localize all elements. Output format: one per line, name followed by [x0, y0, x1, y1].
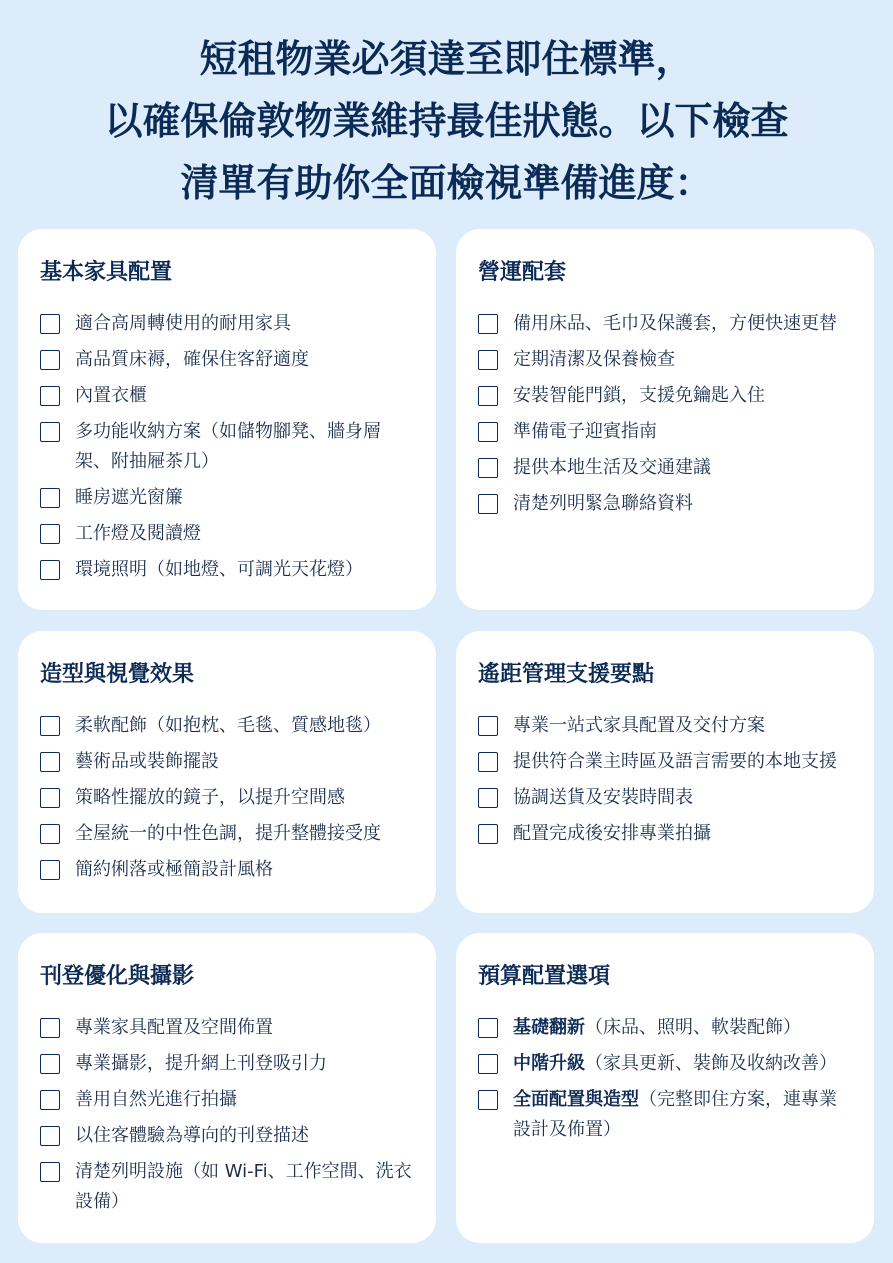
checkbox[interactable] — [478, 752, 498, 772]
headline-line-1: 短租物業必須達至即住標準， — [199, 37, 694, 81]
option-detail: （完整即住方案，連專業設計及佈置） — [513, 1089, 837, 1140]
checklist-item-text: 以住客體驗為導向的刊登描述 — [75, 1125, 309, 1146]
option-name: 中階升級 — [513, 1053, 585, 1074]
checklist-item — [40, 747, 414, 777]
checklist-item — [40, 417, 414, 477]
checkbox[interactable] — [40, 1126, 60, 1146]
checkbox[interactable] — [478, 824, 498, 844]
checklist-item-text: 專業攝影，提升網上刊登吸引力 — [75, 1053, 327, 1074]
checklist-item-text: 清楚列明設施（如 Wi-Fi、工作空間、洗衣設備） — [75, 1161, 412, 1212]
checkbox[interactable] — [478, 494, 498, 514]
checkbox[interactable] — [40, 488, 60, 508]
checkbox[interactable] — [478, 386, 498, 406]
checklist-item-text: 協調送貨及安裝時間表 — [513, 787, 693, 808]
checkbox[interactable] — [40, 1054, 60, 1074]
checkbox[interactable] — [40, 824, 60, 844]
checklist-item — [478, 1013, 852, 1043]
headline-line-2: 以確保倫敦物業維持最佳狀態。以下檢查 — [104, 99, 789, 143]
checklist-item — [478, 489, 852, 519]
card-title: 基本家具配置 — [40, 260, 173, 285]
checklist-item — [40, 309, 414, 339]
checkbox[interactable] — [478, 458, 498, 478]
option-name: 全面配置與造型 — [513, 1089, 639, 1110]
checkbox[interactable] — [40, 1090, 60, 1110]
checklist-item — [478, 453, 852, 483]
card-basic-furniture — [18, 229, 436, 610]
checklist-item-text: 高品質床褥，確保住客舒適度 — [75, 349, 309, 370]
checklist-item — [478, 711, 852, 741]
checklist-item-text: 提供符合業主時區及語言需要的本地支援 — [513, 751, 837, 772]
checkbox[interactable] — [40, 716, 60, 736]
checkbox[interactable] — [40, 752, 60, 772]
checkbox[interactable] — [40, 524, 60, 544]
checklist-item-text: 工作燈及閱讀燈 — [75, 523, 201, 544]
checklist-item — [478, 1049, 852, 1079]
checkbox[interactable] — [478, 314, 498, 334]
checklist-item — [478, 345, 852, 375]
checklist-item — [40, 783, 414, 813]
checklist-item-text: 配置完成後安排專業拍攝 — [513, 823, 711, 844]
checklist-item-text: 安裝智能門鎖，支援免鑰匙入住 — [513, 385, 765, 406]
checkbox[interactable] — [478, 788, 498, 808]
checklist-item-text: 專業一站式家具配置及交付方案 — [513, 715, 765, 736]
checklist-item-text: 柔軟配飾（如抱枕、毛毯、質感地毯） — [75, 715, 381, 736]
checklist-item-text: 藝術品或裝飾擺設 — [75, 751, 219, 772]
card-remote-management — [456, 631, 874, 913]
checklist-item — [40, 855, 414, 885]
checkbox[interactable] — [478, 1054, 498, 1074]
checklist-item — [40, 1013, 414, 1043]
checklist-item-text: 內置衣櫃 — [75, 385, 147, 406]
card-listing-photography — [18, 933, 436, 1243]
checkbox[interactable] — [478, 1090, 498, 1110]
checklist-item — [478, 309, 852, 339]
checklist-item — [40, 1049, 414, 1079]
checklist-item-text: 睡房遮光窗簾 — [75, 487, 183, 508]
checkbox[interactable] — [40, 1162, 60, 1182]
checklist-item — [40, 381, 414, 411]
card-title: 遙距管理支援要點 — [478, 662, 655, 687]
checklist-item — [478, 783, 852, 813]
checkbox[interactable] — [40, 788, 60, 808]
checklist-item — [478, 819, 852, 849]
checklist-item — [40, 1121, 414, 1151]
card-title: 營運配套 — [478, 260, 567, 285]
checklist-item — [40, 819, 414, 849]
checkbox[interactable] — [40, 422, 60, 442]
checkbox[interactable] — [478, 422, 498, 442]
checklist-item — [478, 747, 852, 777]
checklist-item — [478, 1085, 852, 1145]
checklist-item-text: 備用床品、毛巾及保護套，方便快速更替 — [513, 313, 837, 334]
checkbox[interactable] — [478, 1018, 498, 1038]
page-headline — [0, 28, 893, 214]
checkbox[interactable] — [478, 716, 498, 736]
checkbox[interactable] — [40, 350, 60, 370]
checklist-item — [40, 345, 414, 375]
checklist-item — [478, 381, 852, 411]
checklist-item-text: 善用自然光進行拍攝 — [75, 1089, 237, 1110]
card-styling — [18, 631, 436, 913]
card-operations — [456, 229, 874, 610]
checklist-item-text: 適合高周轉使用的耐用家具 — [75, 313, 291, 334]
option-detail: （家具更新、裝飾及收納改善） — [585, 1053, 837, 1074]
checkbox[interactable] — [40, 386, 60, 406]
checkbox[interactable] — [40, 1018, 60, 1038]
checklist-item-text: 簡約俐落或極簡設計風格 — [75, 859, 273, 880]
checklist-item — [40, 1085, 414, 1115]
headline-line-3: 清單有助你全面檢視準備進度： — [180, 161, 713, 205]
checklist-item-text: 全屋統一的中性色調，提升整體接受度 — [75, 823, 381, 844]
checklist-item-text: 策略性擺放的鏡子，以提升空間感 — [75, 787, 345, 808]
checklist-item-text — [513, 1049, 837, 1079]
checkbox[interactable] — [40, 860, 60, 880]
checklist-item-text — [513, 1013, 801, 1043]
option-name: 基礎翻新 — [513, 1017, 585, 1038]
checklist-item-text: 環境照明（如地燈、可調光天花燈） — [75, 559, 363, 580]
checkbox[interactable] — [40, 314, 60, 334]
checklist-item-text: 清楚列明緊急聯絡資料 — [513, 493, 693, 514]
checklist-item — [40, 483, 414, 513]
checkbox[interactable] — [40, 560, 60, 580]
checklist-item — [40, 711, 414, 741]
card-title: 造型與視覺效果 — [40, 662, 195, 687]
card-title: 刊登優化與攝影 — [40, 964, 195, 989]
checklist-item-text: 提供本地生活及交通建議 — [513, 457, 711, 478]
card-budget-options — [456, 933, 874, 1243]
checklist-item-text: 準備電子迎賓指南 — [513, 421, 657, 442]
option-detail: （床品、照明、軟裝配飾） — [585, 1017, 801, 1038]
checkbox[interactable] — [478, 350, 498, 370]
checklist-item — [40, 1157, 414, 1217]
card-title: 預算配置選項 — [478, 964, 611, 989]
checklist-item — [40, 519, 414, 549]
checklist-item-text: 多功能收納方案（如儲物腳凳、牆身層架、附抽屜茶几） — [75, 421, 381, 472]
checklist-item-text — [513, 1085, 852, 1145]
checklist-item — [478, 417, 852, 447]
checklist-item-text: 專業家具配置及空間佈置 — [75, 1017, 273, 1038]
checklist-item-text: 定期清潔及保養檢查 — [513, 349, 675, 370]
checklist-item — [40, 555, 414, 585]
